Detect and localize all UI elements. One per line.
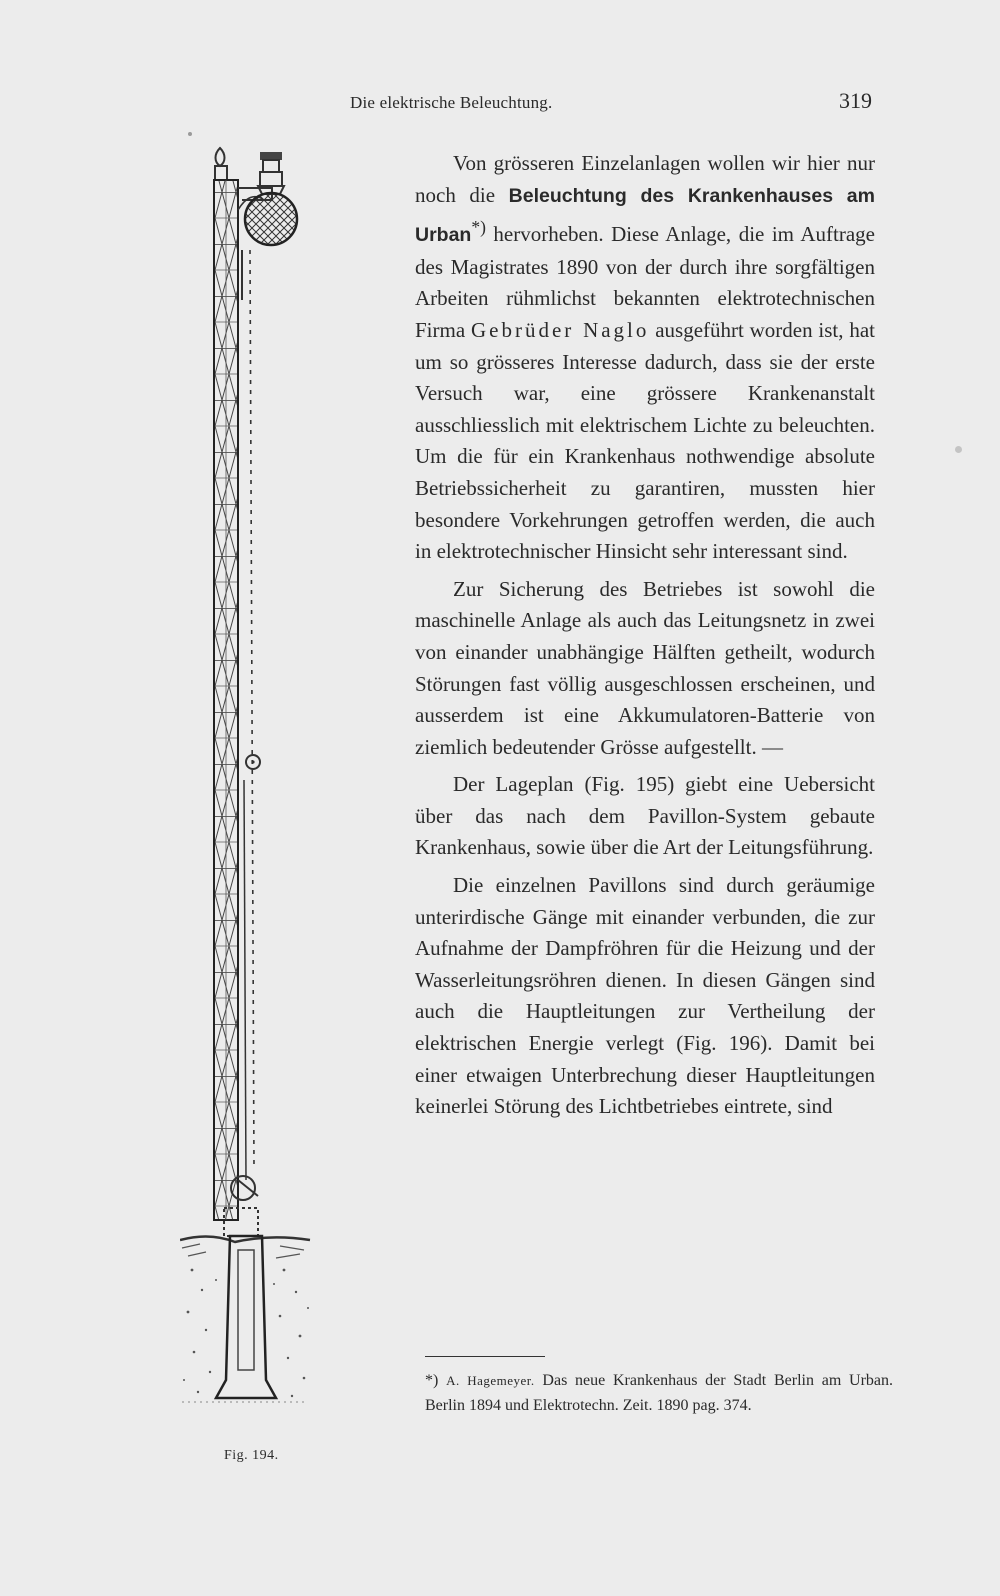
speck bbox=[188, 132, 192, 136]
paragraph-4: Die einzelnen Pavillons sind durch geräumige unterirdische Gänge mit einander verbunden, die zur Aufnahme der Dampfröhren für die Heizung und der Wasserleitungsröhren dienen. In diesen Gängen sind auch die Hauptleitungen zur Vertheilung der elektrischen Energie verlegt (Fig. 196). Damit bei einer etwaigen Unterbrechung dieser Hauptleitungen keinerlei Störung des Lichtbetriebes eintrete, sind bbox=[415, 873, 875, 1119]
p1-bold-title: Beleuchtung des Krankenhauses am Urban bbox=[415, 184, 875, 247]
footnote-author: A. Hagemeyer. bbox=[446, 1373, 535, 1388]
p1-text-b: hervorheben. Diese Anlage, die im Auftrage des Magistrates 1890 von der durch ihre sorgfältigen Arbeiten rühmlichst bekannten elektrotechnischen Firma bbox=[415, 222, 875, 342]
footnote bbox=[425, 1368, 893, 1418]
footnote-ref: *) bbox=[471, 217, 486, 238]
lattice-mast-icon bbox=[180, 140, 315, 1460]
footnote-mark: *) bbox=[425, 1372, 439, 1389]
speck bbox=[955, 446, 962, 453]
running-head-title: Die elektrische Beleuchtung. bbox=[350, 93, 553, 112]
p1-text-c: ausgeführt worden ist, hat um so grösseres Interesse dadurch, dass sie der erste Versuch war, eine grössere Krankenanstalt ausschliesslich mit elektrischem Lichte zu beleuchten. Um die für ein Krankenhaus nothwendige absolute Betriebssicherheit zu garantiren, mussten hier besondere Vorkehrungen getroffen werden, die auch in elektrotechnischer Hinsicht sehr interessant sind. bbox=[415, 317, 875, 564]
figure-caption: Fig. 194. bbox=[224, 1448, 279, 1463]
paragraph-1 bbox=[415, 148, 875, 568]
p1-text-a: Von grösseren Einzelanlagen wollen wir hier nur noch die bbox=[415, 151, 875, 207]
paragraph-3: Der Lageplan (Fig. 195) giebt eine Uebersicht über das nach dem Pavillon-System gebaute Krankenhaus, sowie über die Art der Leitungsführung. bbox=[415, 772, 875, 860]
footnote-rule bbox=[425, 1356, 545, 1357]
paragraph-2: Zur Sicherung des Betriebes ist sowohl die maschinelle Anlage als auch das Leitungsnetz in zwei von einander unabhängige Hälften getheilt, wodurch Störungen fast völlig ausgeschlossen erscheinen, und ausserdem ist eine Akkumulatoren-Batterie von ziemlich bedeutender Grösse aufgestellt. — bbox=[415, 576, 875, 759]
p1-spaced-firm: Gebrüder Naglo bbox=[470, 317, 650, 342]
page-number: 319 bbox=[839, 88, 872, 113]
footnote-text: Das neue Krankenhaus der Stadt Berlin am Urban. Berlin 1894 und Elektrotechn. Zeit. 1890 pag. 374. bbox=[425, 1372, 894, 1414]
body-text bbox=[415, 148, 875, 1129]
lamp-mast-figure bbox=[180, 140, 315, 1460]
running-head bbox=[350, 88, 872, 114]
